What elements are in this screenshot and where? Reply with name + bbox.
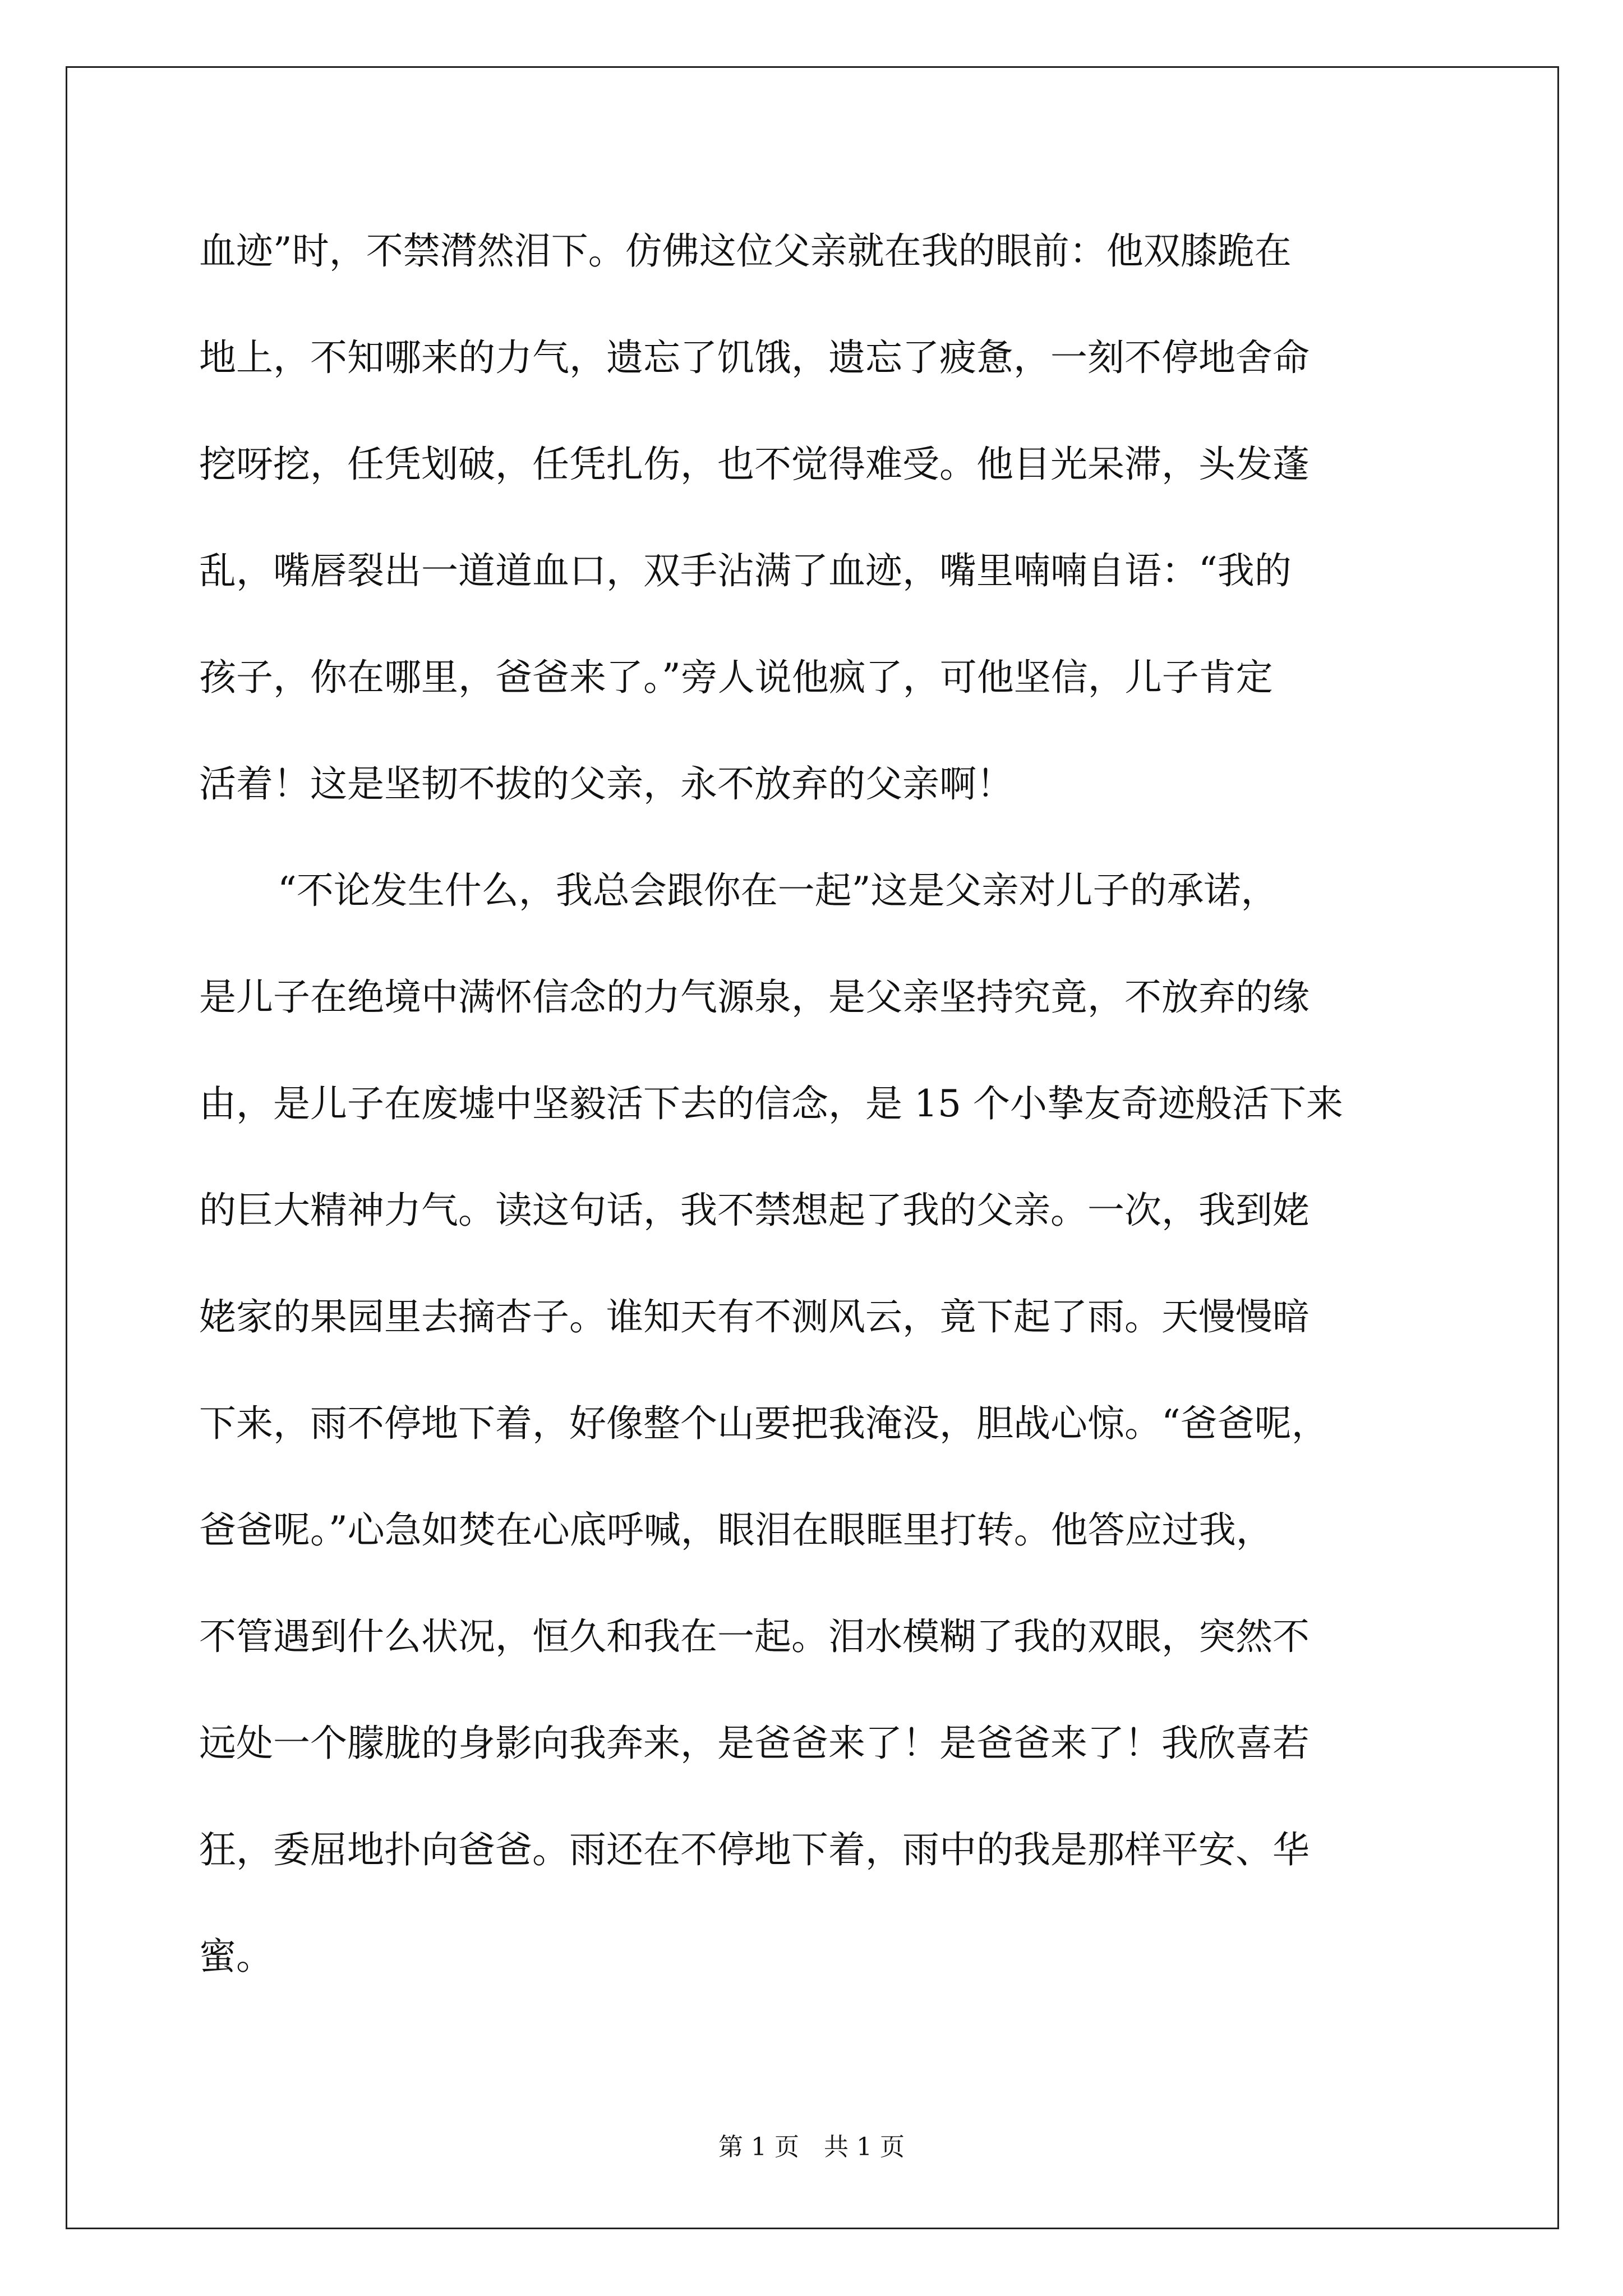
text-line: 下来，雨不停地下着，好像整个山要把我淹没，胆战心惊。“爸爸呢， <box>199 1402 1329 1445</box>
text-line: 蜜。 <box>199 1935 273 1978</box>
text-line: 的巨大精神力气。读这句话，我不禁想起了我的父亲。一次，我到姥 <box>199 1189 1310 1232</box>
text-line: 是儿子在绝境中满怀信念的力气源泉，是父亲坚持究竟，不放弃的缘 <box>199 976 1310 1019</box>
text-line: 挖呀挖，任凭划破，任凭扎伤，也不觉得难受。他目光呆滞，头发蓬 <box>199 443 1310 486</box>
page-number-footer: 第 1 页 共 1 页 <box>718 2133 905 2161</box>
text-line: 孩子，你在哪里，爸爸来了。”旁人说他疯了，可他坚信，儿子肯定 <box>199 656 1273 699</box>
paragraph-first-line: “不论发生什么，我总会跟你在一起”这是父亲对儿子的承诺， <box>278 869 1278 912</box>
text-line: 姥家的果园里去摘杏子。谁知天有不测风云，竟下起了雨。天慢慢暗 <box>199 1295 1310 1338</box>
text-line: 活着！这是坚韧不拔的父亲，永不放弃的父亲啊！ <box>199 762 1013 806</box>
text-line: 远处一个朦胧的身影向我奔来，是爸爸来了！是爸爸来了！我欣喜若 <box>199 1722 1310 1765</box>
text-line: 不管遇到什么状况，恒久和我在一起。泪水模糊了我的双眼，突然不 <box>199 1615 1310 1658</box>
page-border <box>66 66 1559 2229</box>
text-line: 由，是儿子在废墟中坚毅活下去的信念，是 15 个小挚友奇迹般活下来 <box>199 1082 1343 1125</box>
text-line: 地上，不知哪来的力气，遗忘了饥饿，遗忘了疲惫，一刻不停地舍命 <box>199 336 1310 379</box>
text-line: 乱，嘴唇裂出一道道血口，双手沾满了血迹，嘴里喃喃自语：“我的 <box>199 549 1292 592</box>
text-line: 狂，委屈地扑向爸爸。雨还在不停地下着，雨中的我是那样平安、华 <box>199 1828 1310 1871</box>
text-line: 爸爸呢。”心急如焚在心底呼喊，眼泪在眼眶里打转。他答应过我， <box>199 1508 1273 1552</box>
text-line: 血迹”时，不禁潸然泪下。仿佛这位父亲就在我的眼前：他双膝跪在 <box>199 229 1292 273</box>
